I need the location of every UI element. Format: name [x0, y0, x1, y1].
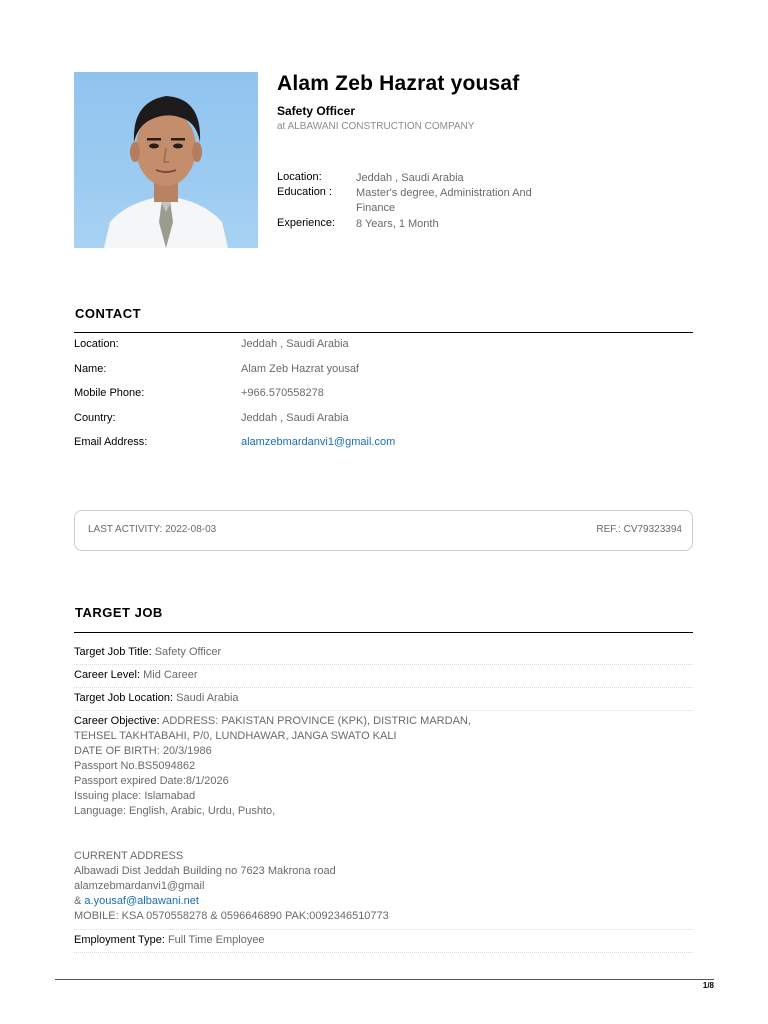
career-level-label: Career Level:	[74, 669, 141, 681]
objective-line: Passport No.BS5094862	[74, 760, 196, 772]
target-job-title-row	[74, 646, 221, 658]
target-job-divider	[74, 632, 693, 633]
row-separator	[74, 710, 693, 711]
contact-name-value: Alam Zeb Hazrat yousaf	[241, 363, 359, 375]
objective-line: Issuing place: Islamabad	[74, 790, 196, 802]
target-job-title-label: Target Job Title:	[74, 646, 152, 658]
career-objective-label: Career Objective:	[74, 715, 160, 727]
education-value-line1: Master's degree, Administration And	[356, 187, 532, 199]
target-job-location-value: Saudi Arabia	[173, 692, 239, 704]
row-separator	[74, 952, 693, 953]
footer-divider	[55, 979, 714, 980]
reference-number: REF.: CV79323394	[596, 524, 682, 535]
profile-photo	[74, 72, 258, 248]
location-label: Location:	[277, 171, 322, 183]
target-job-location-label: Target Job Location:	[74, 692, 174, 704]
target-job-title-value: Safety Officer	[151, 646, 222, 658]
contact-email-link[interactable]: alamzebmardanvi1@gmail.com	[241, 436, 396, 448]
current-address	[74, 849, 694, 924]
career-level-value: Mid Career	[140, 669, 198, 681]
row-separator	[74, 664, 693, 665]
objective-line: TEHSEL TAKHTABAHI, P/0, LUNDHAWAR, JANGA SWATO KALI	[74, 730, 397, 742]
address-email-link[interactable]: a.yousaf@albawani.net	[84, 895, 199, 907]
contact-location-value: Jeddah , Saudi Arabia	[241, 338, 349, 350]
contact-mobile-value: +966.570558278	[241, 387, 324, 399]
employment-type-row	[74, 934, 265, 946]
page-number: 1/8	[702, 981, 714, 990]
contact-location-label: Location:	[74, 338, 119, 350]
contact-name-label: Name:	[74, 363, 107, 375]
experience-value: 8 Years, 1 Month	[356, 218, 439, 230]
address-line: CURRENT ADDRESS	[74, 850, 184, 862]
target-job-section-title: TARGET JOB	[75, 605, 163, 620]
address-line: alamzebmardanvi1@gmail	[74, 880, 205, 892]
career-level-row	[74, 669, 198, 681]
employment-type-label: Employment Type:	[74, 934, 165, 946]
location-value: Jeddah , Saudi Arabia	[356, 172, 464, 184]
contact-country-value: Jeddah , Saudi Arabia	[241, 412, 349, 424]
objective-line: ADDRESS: PAKISTAN PROVINCE (KPK), DISTRIC MARDAN,	[159, 715, 471, 727]
address-ampersand: &	[74, 895, 85, 907]
row-separator	[74, 929, 693, 930]
experience-label: Experience:	[277, 217, 336, 229]
profile-photo-image	[74, 72, 258, 248]
row-separator	[74, 687, 693, 688]
objective-line: DATE OF BIRTH: 20/3/1986	[74, 745, 212, 757]
address-mobile: MOBILE: KSA 0570558278 & 0596646890 PAK:0092346510773	[74, 910, 389, 922]
candidate-job-title: Safety Officer	[277, 104, 356, 118]
contact-email-label: Email Address:	[74, 436, 148, 448]
address-line: Albawadi Dist Jeddah Building no 7623 Makrona road	[74, 865, 336, 877]
education-value-line2: Finance	[356, 202, 396, 214]
contact-mobile-label: Mobile Phone:	[74, 387, 145, 399]
activity-box	[74, 510, 693, 551]
career-objective	[74, 714, 694, 819]
candidate-name: Alam Zeb Hazrat yousaf	[277, 72, 520, 95]
education-label: Education :	[277, 186, 333, 198]
contact-country-label: Country:	[74, 412, 116, 424]
contact-divider	[74, 332, 693, 333]
employment-type-value: Full Time Employee	[164, 934, 265, 946]
objective-line: Passport expired Date:8/1/2026	[74, 775, 229, 787]
objective-line: Language: English, Arabic, Urdu, Pushto,	[74, 805, 276, 817]
last-activity: LAST ACTIVITY: 2022-08-03	[88, 524, 217, 535]
contact-section-title: CONTACT	[75, 306, 142, 321]
candidate-company: at ALBAWANI CONSTRUCTION COMPANY	[277, 121, 475, 132]
target-job-location-row	[74, 692, 239, 704]
